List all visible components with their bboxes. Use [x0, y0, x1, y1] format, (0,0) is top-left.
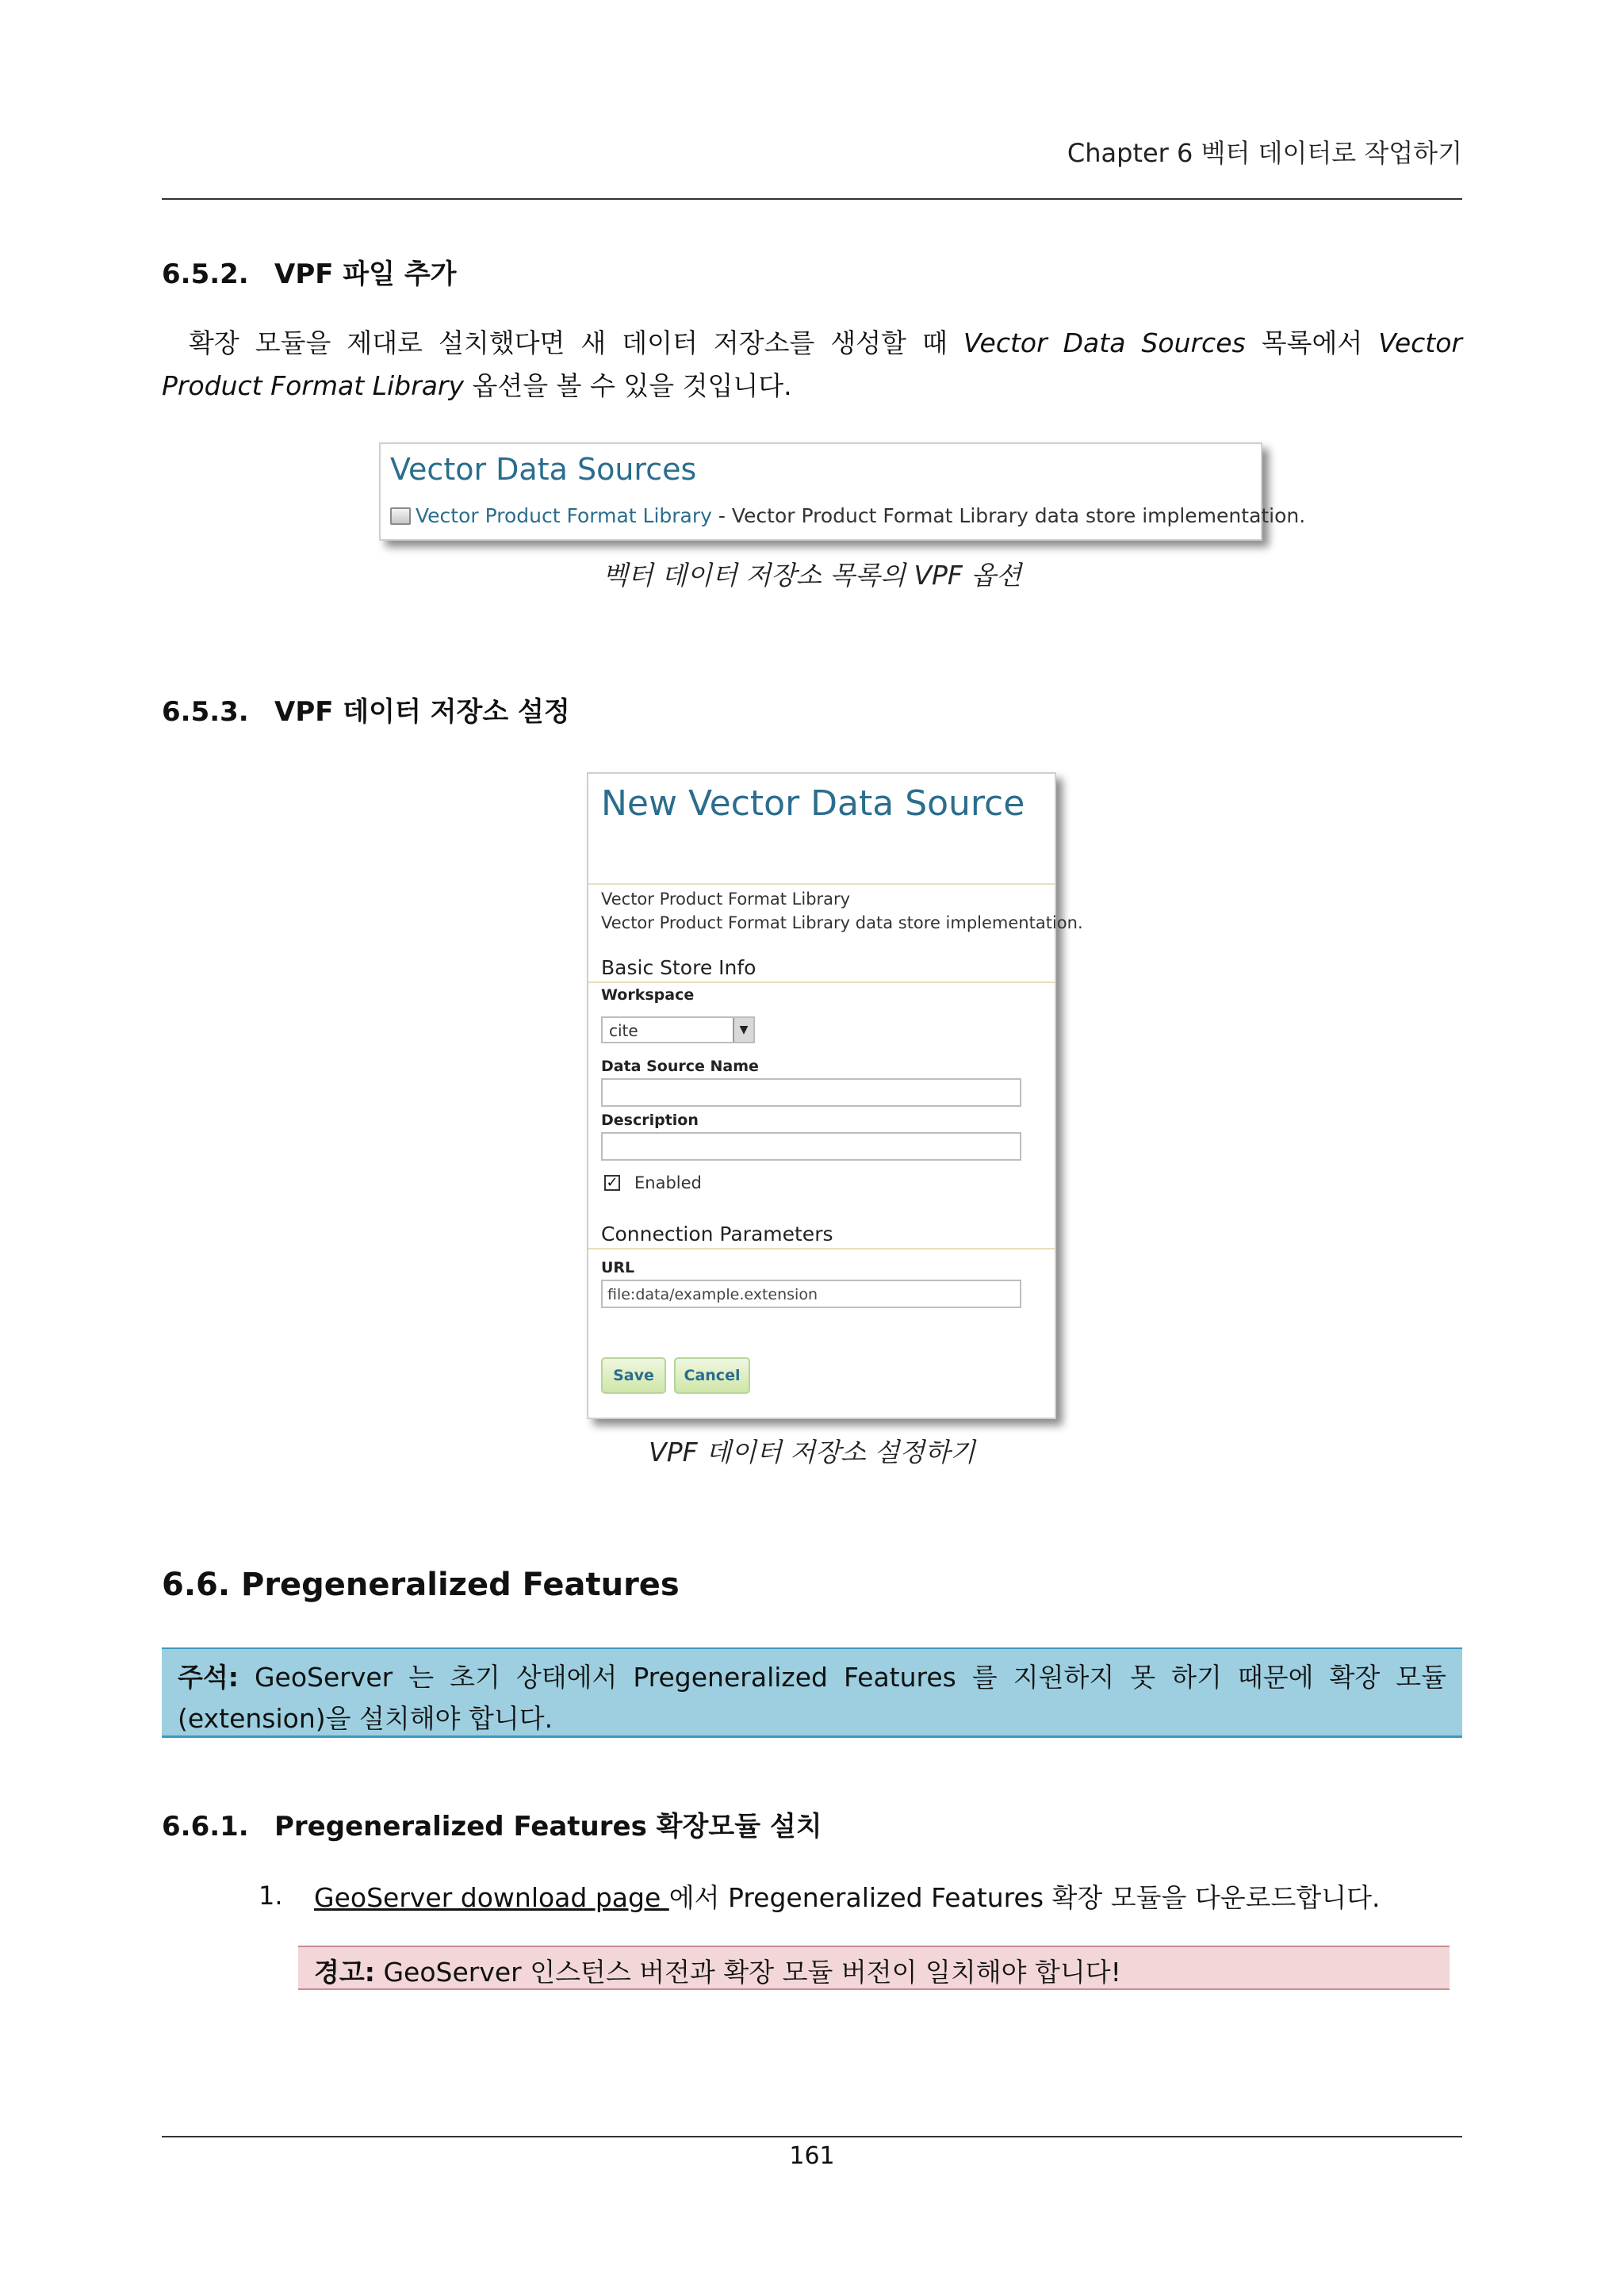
enabled-label: Enabled [634, 1173, 702, 1192]
workspace-select[interactable] [601, 1016, 755, 1043]
connection-parameters-heading: Connection Parameters [601, 1223, 833, 1246]
url-label: URL [601, 1259, 635, 1276]
vector-data-sources-screenshot [379, 442, 1306, 541]
header-rule [162, 198, 1462, 200]
cancel-button[interactable]: Cancel [674, 1357, 750, 1394]
note-box [162, 1647, 1462, 1738]
section-title: Pregeneralized Features 확장모듈 설치 [274, 1811, 822, 1843]
geoserver-download-link[interactable]: GeoServer download page [314, 1882, 669, 1913]
description-label: Description [601, 1112, 699, 1129]
workspace-value: cite [609, 1021, 638, 1040]
figure-title: Vector Data Sources [390, 452, 697, 487]
section-number: 6.5.2. [162, 258, 249, 290]
section-title: Pregeneralized Features [241, 1567, 680, 1603]
vpf-library-link[interactable]: Vector Product Format Library [416, 504, 712, 527]
list-item-number: 1. [259, 1881, 283, 1911]
paragraph-vpf-intro [162, 322, 1462, 408]
data-source-row [390, 504, 1305, 527]
paragraph-text: 확장 모듈을 제대로 설치했다면 새 데이터 저장소를 생성할 때 [189, 327, 963, 358]
section-title: VPF 데이터 저장소 설정 [274, 696, 570, 728]
new-data-source-form [587, 772, 1083, 1419]
figure-caption-1: 벡터 데이터 저장소 목록의 VPF 옵션 [602, 560, 1022, 591]
warning-label: 경고: [314, 1957, 375, 1988]
store-description: Vector Product Format Library data store implementation. [601, 913, 1083, 932]
list-item [314, 1877, 1381, 1915]
divider [588, 982, 1055, 983]
description-input[interactable] [601, 1132, 1021, 1161]
footer-rule [162, 2136, 1462, 2137]
paragraph-text: 목록에서 [1245, 327, 1379, 358]
chevron-down-icon[interactable]: ▼ [733, 1018, 753, 1042]
warning-text: GeoServer 인스턴스 버전과 확장 모듈 버전이 일치해야 합니다! [374, 1957, 1121, 1988]
section-heading-6-5-2 [162, 252, 457, 291]
url-input[interactable]: file:data/example.extension [601, 1280, 1021, 1308]
paragraph-emphasis: Vector Data Sources [963, 327, 1246, 358]
basic-store-info-heading: Basic Store Info [601, 956, 756, 979]
data-source-name-input[interactable] [601, 1078, 1021, 1107]
list-item-text: 에서 Pregeneralized Features 확장 모듈을 다운로드합니다. [668, 1882, 1381, 1913]
data-store-icon [390, 507, 411, 525]
data-source-name-label: Data Source Name [601, 1058, 759, 1075]
warning-box [298, 1946, 1450, 1990]
section-heading-6-5-3 [162, 690, 570, 729]
note-text: GeoServer 는 초기 상태에서 Pregeneralized Features 를 지원하지 못 하기 때문에 확장 모듈(extension)을 설치해야 합니다. [178, 1662, 1446, 1734]
running-header: Chapter 6 벡터 데이터로 작업하기 [1067, 138, 1462, 168]
page-number: 161 [789, 2142, 835, 2170]
store-type: Vector Product Format Library [601, 890, 851, 909]
paragraph-emphasis: Vector Product Format Library [162, 327, 1462, 401]
enabled-checkbox[interactable]: ✓ [604, 1175, 620, 1191]
section-number: 6.5.3. [162, 696, 249, 728]
paragraph-text: 옵션을 볼 수 있을 것입니다. [464, 370, 792, 401]
section-heading-6-6-1 [162, 1804, 822, 1843]
section-number: 6.6.1. [162, 1811, 249, 1843]
note-label: 주석: [178, 1662, 239, 1693]
data-source-description: - Vector Product Format Library data store implementation. [711, 504, 1306, 527]
figure-caption-2: VPF 데이터 저장소 설정하기 [649, 1437, 975, 1468]
section-title: VPF 파일 추가 [274, 258, 457, 290]
divider [588, 1248, 1055, 1249]
divider [588, 883, 1055, 885]
workspace-label: Workspace [601, 986, 695, 1004]
form-title: New Vector Data Source [601, 783, 1025, 824]
section-number: 6.6. [162, 1567, 231, 1603]
save-button[interactable]: Save [601, 1357, 666, 1394]
section-heading-6-6 [162, 1567, 680, 1603]
